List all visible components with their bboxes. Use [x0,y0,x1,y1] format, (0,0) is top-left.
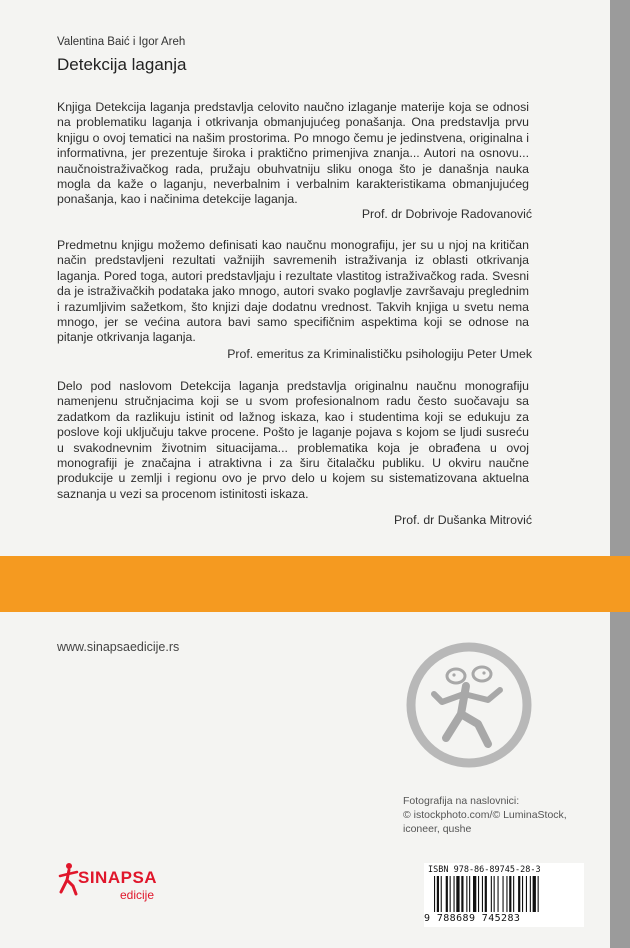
barcode-bar [450,876,451,912]
book-title: Detekcija laganja [57,55,187,74]
orange-band [0,556,630,612]
barcode-bar [518,876,520,912]
barcode-bar [469,876,470,912]
isbn-label: ISBN 978-86-89745-28-3 [428,865,541,875]
barcode-bar [498,876,499,912]
review-signature-1: Prof. dr Dobrivoje Radovanović [361,207,532,221]
barcode-bar [538,876,539,912]
review-text-1: Knjiga Detekcija laganja predstavlja celovito naučno izlaganje materije koja se odnosi na problematiku laganja i otkrivanja obmanjujućeg ponašanja. Ona predstavlja prvu knjigu o ovoj tematici na našim prostorima. Po mnogo čemu je jedinstvena, originalna i informativna, jer prezentuje široka i praktično primenjiva znanja... Autori na osnovu... naučnoistraživačkog rada, pružaju obuhvatniju sliku onoga što je današnja nauka mogla da kaže o laganju, neverbalnim i verbalnim karakteristikama obmanjujućeg ponašanja, kao i načinima detekcije laganja. [57,100,529,207]
barcode-bar [466,876,467,912]
barcode-bar [446,876,448,912]
barcode-bar [434,876,435,912]
sinapsa-figure-icon [58,862,80,896]
barcode-bar [478,876,479,912]
barcode-bar [522,876,523,912]
barcode-bar [437,876,439,912]
publisher-name: SINAPSA [78,868,158,887]
barcode-bar [454,876,455,912]
book-spine-edge [610,0,630,948]
barcode-bar [491,876,492,912]
publisher-website: www.sinapsaedicije.rs [57,640,180,654]
barcode-bar [473,876,476,912]
barcode-bars [428,876,580,912]
barcode-bar [526,876,527,912]
barcode-bar [456,876,459,912]
photo-credit-line: iconeer, qushe [403,823,472,835]
isbn-barcode [424,863,584,927]
barcode-bar [506,876,507,912]
barcode-bar [461,876,463,912]
review-text-2: Predmetnu knjigu možemo definisati kao naučnu monografiju, jer su u njoj na kritičan način predstavljeni rezultati važnijih savremenih istraživanja iz oblasti otkrivanja laganja. Pored toga, autori predstavljaju i rezultate vlastitog istraživačkog rada. Svesni da je istraživačkih podataka jako mnogo, autori svako poglavlje završavaju preglednim i razumljivim sažetkom, što knjizi daje dodatnu vrednost. Takvih knjiga u svetu nema mnogo, jer se većina autora bavi samo specifičnim aspektima koji se odnose na pitanje otkrivanja laganja. [57,238,529,345]
barcode-digits: 9 788689 745283 [424,913,521,924]
photo-credit-line: © istockphoto.com/© LuminaStock, [403,809,567,821]
barcode-bar [441,876,442,912]
barcode-bar [509,876,511,912]
review-signature-3: Prof. dr Dušanka Mitrović [393,513,532,527]
barcode-bar [530,876,531,912]
review-text-3: Delo pod naslovom Detekcija laganja predstavlja originalnu naučnu monografiju namenjenu stručnjacima koji se u svom profesionalnom radu često suočavaju sa zadatkom da razlikuju istinit od lažnog iskaza, kao i studentima koji se edukuju za poslove koji uključuju takve procene. Pošto je laganje pojava s kojom se ljudi susreću u svakodnevnim životnim situacijama... problematika koja je obrađena u ovoj monografiji je značajna i atraktivna i za širu čitalačku publiku. U okviru naučne produkcije u zemlji i regionu ovo je prvo delo u kojem su sistematizovana aktuelna saznanja u vezi sa procenom istinitosti iskaza. [57,379,529,501]
authors-line: Valentina Baić i Igor Areh [57,36,186,48]
barcode-bar [482,876,483,912]
photo-credit-line: Fotografija na naslovnici: [403,795,520,807]
photo-credit [403,794,593,836]
publisher-subtitle: edicije [120,888,155,902]
barcode-bar [503,876,504,912]
barcode-bar [494,876,495,912]
running-figure-logo [406,642,532,768]
barcode-bar [485,876,487,912]
barcode-bar [533,876,536,912]
barcode-bar [513,876,514,912]
sinapsa-logo [58,860,178,910]
review-signature-2: Prof. emeritus za Kriminalističku psihologiju Peter Umek [227,347,532,361]
